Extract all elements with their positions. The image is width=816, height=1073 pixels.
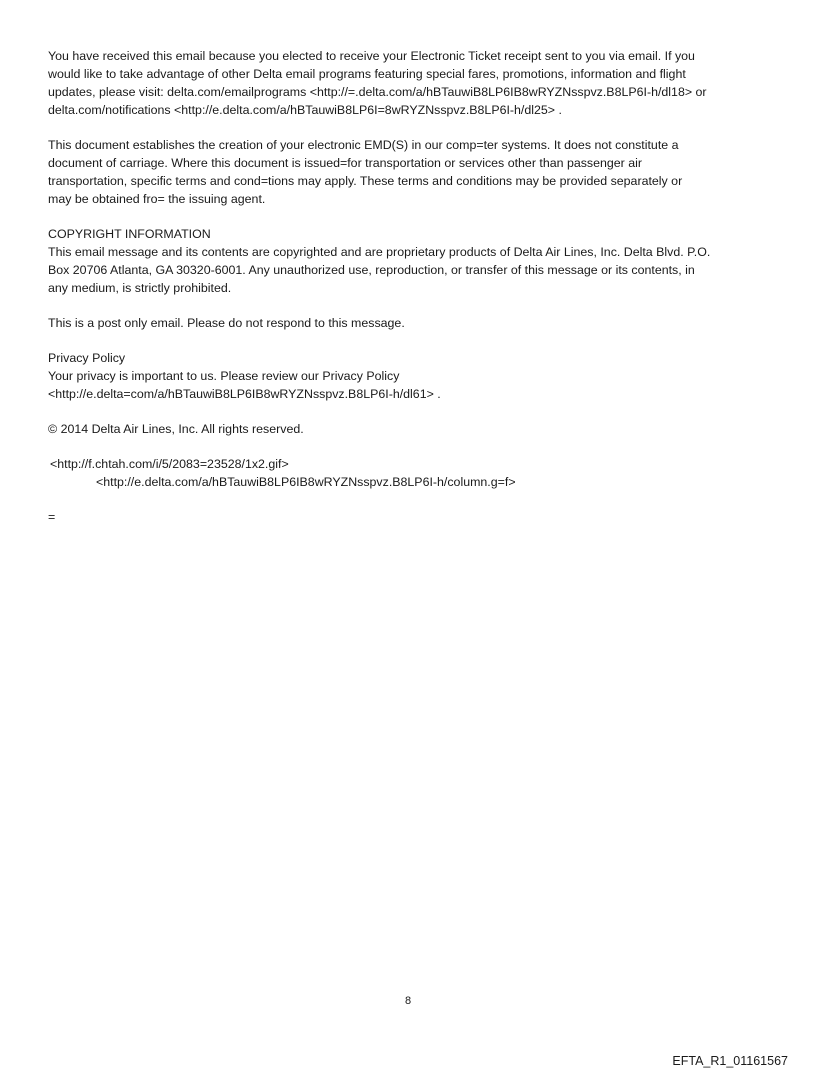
privacy-policy-link[interactable]: <http://e.delta=com/a/hBTauwiB8LP6IB8wRYZNsspvz.B8LP6I-h/dl61> . [48,387,441,401]
text-line: This document establishes the creation of your electronic EMD(S) in our comp=ter systems. It does not constitute a [48,138,679,152]
trailing-marker-paragraph [48,508,778,526]
copyright-notice [48,420,778,438]
text-line: This email message and its contents are copyrighted and are proprietary products of Delta Air Lines, Inc. Delta Blvd. P.O. [48,245,711,259]
text-line: updates, please visit: delta.com/emailprograms <http://=.delta.com/a/hBTauwiB8LP6IB8wRYZNsspvz.B8LP6I-h/dl18> or [48,85,707,99]
text-line: You have received this email because you elected to receive your Electronic Ticket receipt sent to you via email. If you [48,49,695,63]
text-line: document of carriage. Where this document is issued=for transportation or services other than passenger air [48,156,643,170]
column-link[interactable]: <http://e.delta.com/a/hBTauwiB8LP6IB8wRYZNsspvz.B8LP6I-h/column.g=f> [96,475,516,489]
privacy-section [48,349,778,403]
copyright-section [48,225,778,297]
text-line: Your privacy is important to us. Please review our Privacy Policy [48,369,400,383]
text-line: may be obtained fro= the issuing agent. [48,192,266,206]
text-line: Box 20706 Atlanta, GA 30320-6001. Any unauthorized use, reproduction, or transfer of this message or its contents, in [48,263,695,277]
tracking-pixel-link[interactable]: <http://f.chtah.com/i/5/2083=23528/1x2.gif> [50,457,289,471]
post-only-notice [48,314,778,332]
tracking-links [48,455,778,491]
emd-paragraph [48,136,778,208]
text-line: This is a post only email. Please do not respond to this message. [48,316,405,330]
email-body [48,47,778,543]
privacy-heading: Privacy Policy [48,351,126,365]
text-line: transportation, specific terms and cond=tions may apply. These terms and conditions may be provided separately or [48,174,683,188]
text-line: would like to take advantage of other Delta email programs featuring special fares, promotions, information and flight [48,67,686,81]
document-id: EFTA_R1_01161567 [672,1054,788,1068]
copyright-heading: COPYRIGHT INFORMATION [48,227,211,241]
page-number: 8 [404,995,412,1007]
text-line: any medium, is strictly prohibited. [48,281,232,295]
text-line: © 2014 Delta Air Lines, Inc. All rights reserved. [48,422,304,436]
email-programs-paragraph [48,47,778,119]
text-line: delta.com/notifications <http://e.delta.com/a/hBTauwiB8LP6I=8wRYZNsspvz.B8LP6I-h/dl25> . [48,103,562,117]
trailing-marker: = [48,510,56,524]
